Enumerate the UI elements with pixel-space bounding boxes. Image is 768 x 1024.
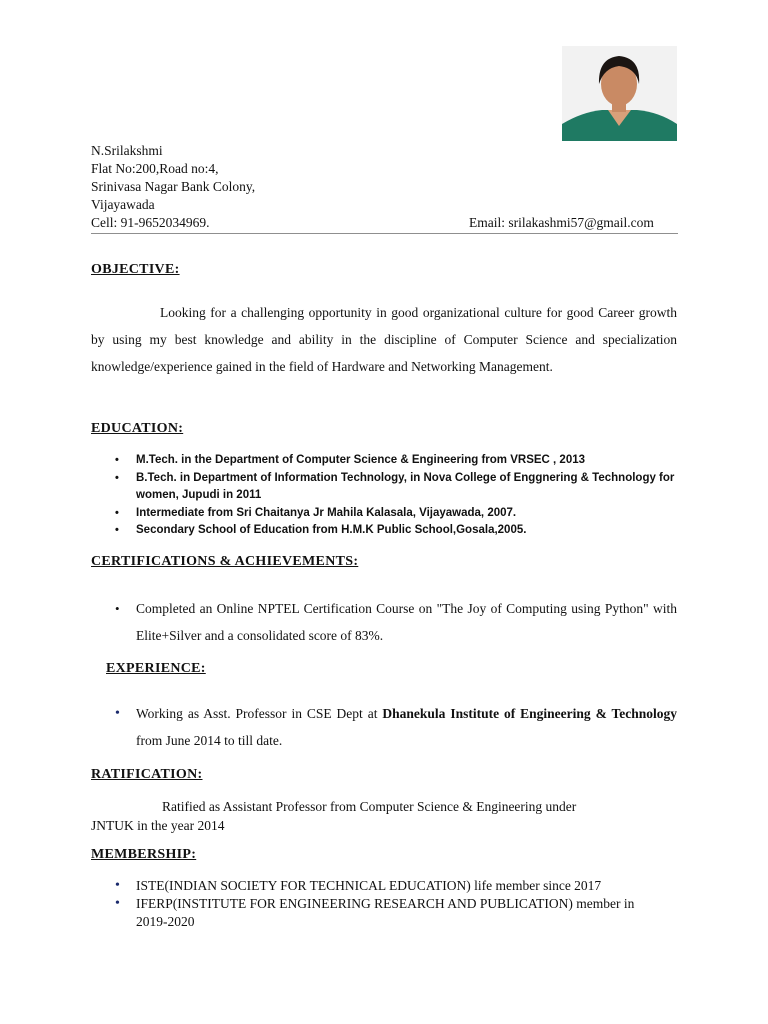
bullet-icon: • [115,601,120,616]
education-item: • B.Tech. in Department of Information Technology, in Nova College of Enggnering & Technology for women, Jupudi in 2011 [115,471,675,501]
experience-text: Working as Asst. Professor in CSE Dept at Dhanekula Institute of Engineering & Technology from June 2014 to till date. [136,706,678,748]
education-heading: EDUCATION: [91,421,184,436]
name: N.Srilakshmi [91,143,163,158]
bullet-icon: • [115,706,120,721]
certifications-list [91,595,677,649]
certification-item: • Completed an Online NPTEL Certification Course on "The Joy of Computing using Python" with Elite+Silver and a consolidated score of 83%. [91,595,677,649]
person-portrait-icon [562,46,677,141]
address-line-2: Srinivasa Nagar Bank Colony, [91,179,256,194]
objective-text: Looking for a challenging opportunity in good organizational culture for good Career growth by using my best knowledge and ability in the discipline of Computer Science and specialization knowledge/experience gained in the field of Hardware and Networking Management. [91,305,677,374]
bullet-icon: • [115,506,119,519]
bullet-icon: • [115,454,119,466]
education-list [91,452,681,540]
certifications-heading: CERTIFICATIONS & ACHIEVEMENTS: [91,554,359,569]
institution-name: Dhanekula Institute of Engineering & Technology [382,706,678,721]
membership-item: ISTE(INDIAN SOCIETY FOR TECHNICAL EDUCATION) life member since 2017 [136,878,602,893]
education-item: • Intermediate from Sri Chaitanya Jr Mahila Kalasala, Vijayawada, 2007. [91,505,681,523]
address-line-1: Flat No:200,Road no:4, [91,161,219,176]
ratification-heading: RATIFICATION: [91,767,203,782]
bullet-icon: • [115,471,119,484]
bullet-icon: • [115,878,120,893]
education-item: • M.Tech. in the Department of Computer Science & Engineering from VRSEC , 2013 [91,452,681,470]
membership-heading: MEMBERSHIP: [91,847,197,862]
objective-heading: OBJECTIVE: [91,262,180,277]
header-divider [91,233,678,234]
ratification-line-1: Ratified as Assistant Professor from Computer Science & Engineering under [162,799,577,814]
education-item: • Secondary School of Education from H.M.K Public School,Gosala,2005. [91,522,681,540]
ratification-line-2: JNTUK in the year 2014 [91,818,225,833]
email[interactable]: Email: srilakashmi57@gmail.com [469,215,654,230]
bullet-icon: • [115,896,120,911]
bullet-icon: • [115,524,119,536]
cell-phone: Cell: 91-9652034969. [91,215,210,230]
membership-item: IFERP(INSTITUTE FOR ENGINEERING RESEARCH AND PUBLICATION) member in 2019-2020 [136,896,635,929]
profile-photo [562,46,677,141]
city: Vijayawada [91,197,155,212]
experience-heading: EXPERIENCE: [106,661,206,676]
